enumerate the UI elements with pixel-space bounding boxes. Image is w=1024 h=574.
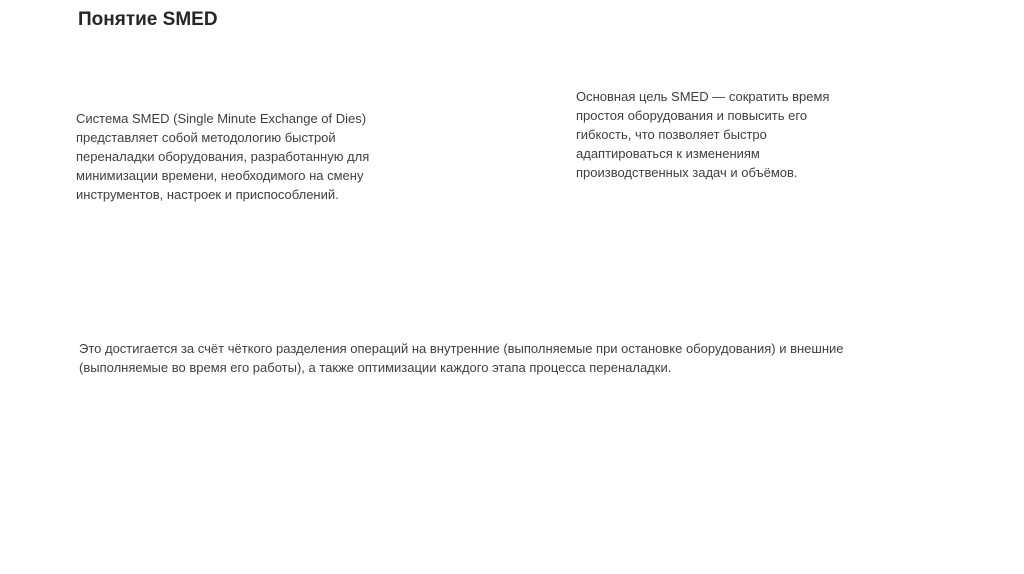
goal-paragraph: Основная цель SMED — сократить время простоя оборудования и повысить его гибкость, что позволяет быстро адаптироваться к изменениям производственных задач и объёмов. [576,89,830,180]
slide-title: Понятие SMED [78,9,218,30]
definition-paragraph: Система SMED (Single Minute Exchange of Dies) представляет собой методологию быстрой переналадки оборудования, разработанную для минимизации времени, необходимого на смену инструментов, настроек и приспособлений. [76,111,370,202]
method-paragraph: Это достигается за счёт чёткого разделения операций на внутренние (выполняемые при остановке оборудования) и внешние (выполняемые во время его работы), а также оптимизации каждого этапа процесса переналадки. [79,341,844,375]
